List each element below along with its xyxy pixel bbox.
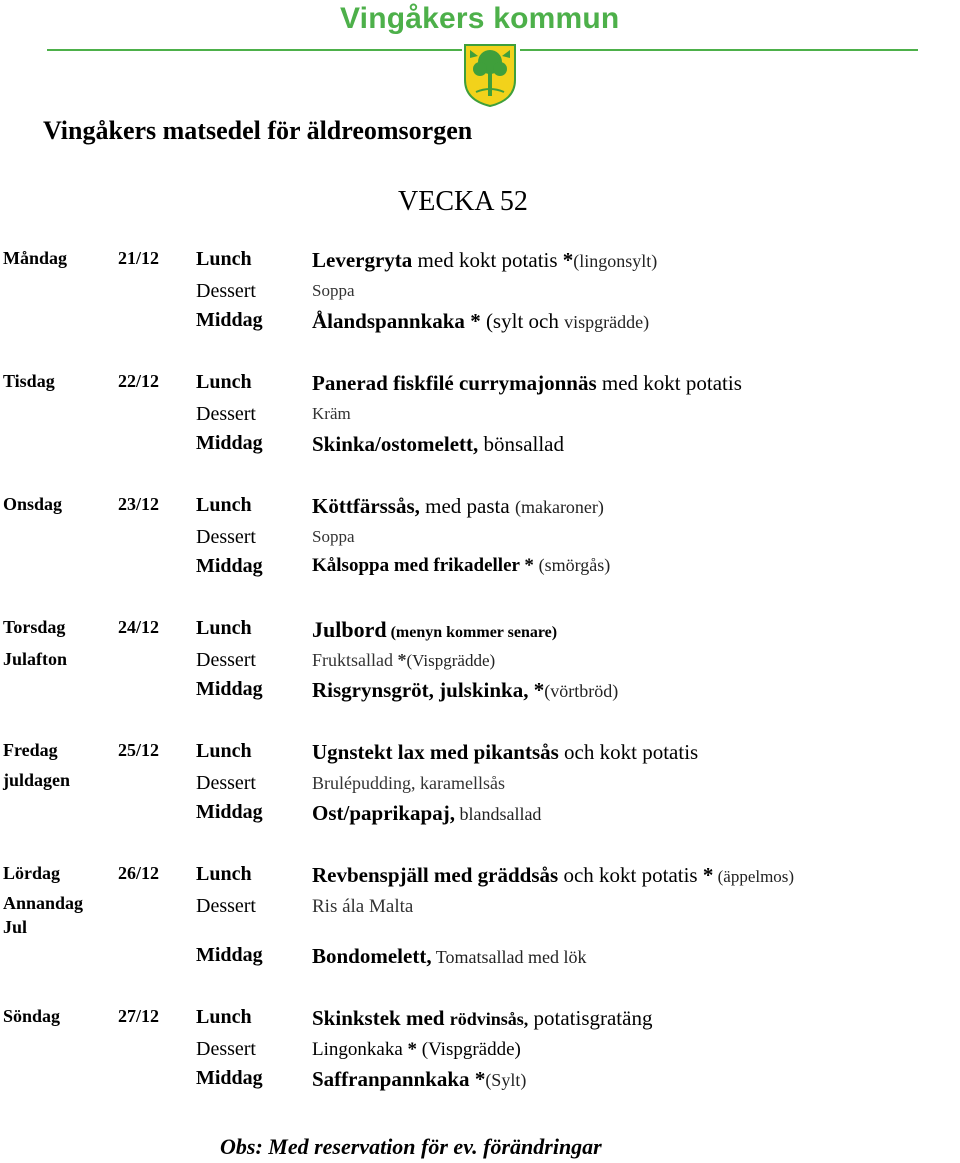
lunch-dish: Köttfärssås, med pasta (makaroner): [312, 494, 604, 518]
day-holiday: Julafton: [3, 649, 68, 669]
dessert-dish: Fruktsallad *(Vispgrädde): [312, 650, 496, 670]
day-date: 24/12: [118, 617, 160, 637]
dessert-row: [0, 1038, 960, 1068]
meal-label: Dessert: [196, 403, 256, 425]
middag-row: [0, 432, 960, 462]
meal-label: Dessert: [196, 649, 256, 671]
day-name: Lördag: [3, 863, 61, 883]
day-name: Tisdag: [3, 371, 55, 391]
dessert-row: [0, 649, 960, 679]
lunch-dish: Panerad fiskfilé currymajonnäs med kokt potatis: [312, 371, 742, 395]
day-date: 21/12: [118, 248, 160, 268]
header-divider-left: [47, 49, 462, 51]
week-heading: VECKA 52: [398, 186, 528, 217]
day-date: 26/12: [118, 863, 160, 883]
dessert-dish: Kräm: [312, 404, 351, 423]
dessert-dish: Ris ála Malta: [312, 896, 414, 917]
middag-dish: Skinka/ostomelett, bönsallad: [312, 432, 564, 456]
lunch-dish: Skinkstek med rödvinsås, potatisgratäng: [312, 1006, 653, 1030]
dessert-row: [0, 772, 960, 802]
middag-dish: Ost/paprikapaj, blandsallad: [312, 801, 542, 825]
municipal-crest-icon: [462, 42, 518, 108]
lunch-dish: Levergryta med kokt potatis *(lingonsylt): [312, 248, 658, 272]
meal-label: Lunch: [196, 863, 252, 885]
lunch-row: [0, 740, 960, 770]
dessert-dish: Lingonkaka * (Vispgrädde): [312, 1039, 521, 1060]
reservation-note: Obs: Med reservation för ev. förändringar: [220, 1134, 602, 1159]
day-name: Måndag: [3, 248, 68, 268]
meal-label: Dessert: [196, 895, 256, 917]
middag-dish: Kålsoppa med frikadeller * (smörgås): [312, 555, 611, 576]
header-divider-right: [520, 49, 918, 51]
lunch-dish: Revbenspjäll med gräddsås och kokt potatis * (äppelmos): [312, 863, 795, 887]
meal-label: Dessert: [196, 772, 256, 794]
meal-label: Lunch: [196, 248, 252, 270]
meal-label: Dessert: [196, 280, 256, 302]
day-name: Söndag: [3, 1006, 61, 1026]
brand-name: Vingåkers kommun: [340, 2, 620, 35]
meal-label: Middag: [196, 432, 263, 454]
middag-dish: Ålandspannkaka * (sylt och vispgrädde): [312, 309, 650, 333]
meal-label: Dessert: [196, 1038, 256, 1060]
day-name: Onsdag: [3, 494, 63, 514]
day-name: Fredag: [3, 740, 58, 760]
meal-label: Lunch: [196, 617, 252, 639]
page-header: [0, 0, 960, 112]
dessert-dish: Soppa: [312, 281, 355, 300]
middag-dish: Saffranpannkaka *(Sylt): [312, 1067, 527, 1091]
meal-label: Dessert: [196, 526, 256, 548]
day-date: 27/12: [118, 1006, 160, 1026]
day-holiday-cont: Jul: [3, 917, 28, 937]
middag-row: [0, 678, 960, 708]
middag-dish: Bondomelett, Tomatsallad med lök: [312, 944, 587, 968]
middag-row: [0, 801, 960, 831]
meal-label: Middag: [196, 678, 263, 700]
day-date: 25/12: [118, 740, 160, 760]
meal-label: Middag: [196, 309, 263, 331]
lunch-row: [0, 617, 960, 647]
meal-label: Middag: [196, 1067, 263, 1089]
day-holiday: juldagen: [3, 770, 71, 790]
lunch-row: [0, 863, 960, 893]
dessert-row: [0, 526, 960, 556]
middag-dish: Risgrynsgröt, julskinka, *(vörtbröd): [312, 678, 619, 702]
dessert-dish: Brulépudding, karamellsås: [312, 773, 505, 793]
day-holiday: Annandag: [3, 893, 84, 913]
middag-row: [0, 555, 960, 585]
lunch-dish: Julbord (menyn kommer senare): [312, 617, 558, 642]
meal-label: Middag: [196, 801, 263, 823]
lunch-row: [0, 494, 960, 524]
meal-label: Lunch: [196, 371, 252, 393]
day-date: 22/12: [118, 371, 160, 391]
meal-label: Lunch: [196, 494, 252, 516]
dessert-row: [0, 280, 960, 310]
lunch-dish: Ugnstekt lax med pikantsås och kokt potatis: [312, 740, 699, 764]
middag-row: [0, 1067, 960, 1097]
meal-label: Middag: [196, 555, 263, 577]
middag-row: [0, 309, 960, 339]
meal-label: Lunch: [196, 1006, 252, 1028]
lunch-row: [0, 248, 960, 278]
dessert-dish: Soppa: [312, 527, 355, 546]
dessert-row: [0, 895, 960, 925]
meal-label: Middag: [196, 944, 263, 966]
lunch-row: [0, 371, 960, 401]
dessert-row: [0, 403, 960, 433]
lunch-row: [0, 1006, 960, 1036]
day-date: 23/12: [118, 494, 160, 514]
day-name: Torsdag: [3, 617, 66, 637]
meal-label: Lunch: [196, 740, 252, 762]
middag-row: [0, 944, 960, 974]
page-title: Vingåkers matsedel för äldreomsorgen: [43, 116, 473, 145]
